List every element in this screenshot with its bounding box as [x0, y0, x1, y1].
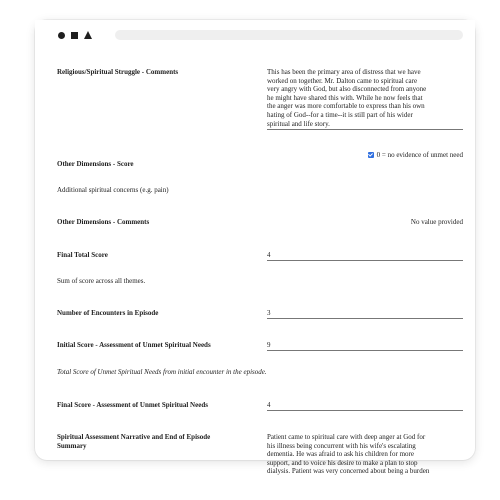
comment-line: worked on together. Mr. Dalton came to spiritual care: [267, 76, 418, 85]
square-icon: [71, 32, 78, 39]
address-bar[interactable]: [115, 30, 463, 40]
final-score-label: Final Score - Assessment of Unmet Spiritual Needs: [57, 401, 208, 409]
narrative-label: [57, 433, 210, 450]
comment-line: spiritual and life story.: [267, 119, 330, 128]
religious-struggle-comments-value: [267, 68, 463, 130]
final-total-score-help: Sum of score across all themes.: [57, 277, 146, 285]
other-dimensions-checkbox-row[interactable]: [267, 151, 463, 160]
other-dimensions-comments-label: Other Dimensions - Comments: [57, 218, 150, 226]
browser-chrome: [35, 20, 475, 52]
checkbox-checked-icon[interactable]: [368, 152, 374, 158]
narrative-line: dementia. He was afraid to ask his children for more: [267, 450, 414, 459]
final-score-value: 4: [267, 401, 463, 411]
narrative-line: dialysis. Patient was very concerned about being a burden: [267, 467, 430, 476]
narrative-label-line: Summary: [57, 441, 87, 450]
other-dimensions-comments-value: No value provided: [410, 218, 463, 226]
number-of-encounters-label: Number of Encounters in Episode: [57, 309, 159, 317]
final-total-score-value: 4: [267, 251, 463, 261]
final-total-score-label: Final Total Score: [57, 251, 108, 259]
triangle-icon: [84, 31, 92, 39]
narrative-line: Patient came to spiritual care with deep anger at God for: [267, 433, 426, 441]
comment-line: he might have shared this with. While he now feels that: [267, 93, 423, 102]
comment-line: the anger was more comfortable to express than his own: [267, 102, 425, 111]
checkbox-label: 0 = no evidence of unmet need: [376, 151, 463, 159]
other-dimensions-score-label: Other Dimensions - Score: [57, 160, 134, 168]
number-of-encounters-value: 3: [267, 309, 463, 319]
other-dimensions-score-help: Additional spiritual concerns (e.g. pain): [57, 186, 169, 194]
initial-score-label: Initial Score - Assessment of Unmet Spiritual Needs: [57, 341, 211, 349]
circle-icon: [58, 32, 65, 39]
comment-line: This has been the primary area of distress that we have: [267, 68, 421, 76]
browser-window: [35, 20, 475, 476]
narrative-line: his illness being concurrent with his wife's escalating: [267, 441, 416, 450]
comment-line: hating of God--for a time--it is still part of his wider: [267, 110, 413, 119]
religious-struggle-comments-label: Religious/Spiritual Struggle - Comments: [57, 68, 179, 76]
initial-score-help: Total Score of Unmet Spiritual Needs from initial encounter in the episode.: [57, 368, 267, 376]
form-content: [35, 52, 475, 476]
initial-score-value: 9: [267, 341, 463, 351]
comment-line: very angry with God, but also disconnected from anyone: [267, 85, 427, 94]
narrative-value: [267, 433, 463, 476]
narrative-label-line: Spiritual Assessment Narrative and End of Episode: [57, 433, 211, 441]
narrative-line: support, and to voice his desire to make a plan to stop: [267, 458, 418, 467]
